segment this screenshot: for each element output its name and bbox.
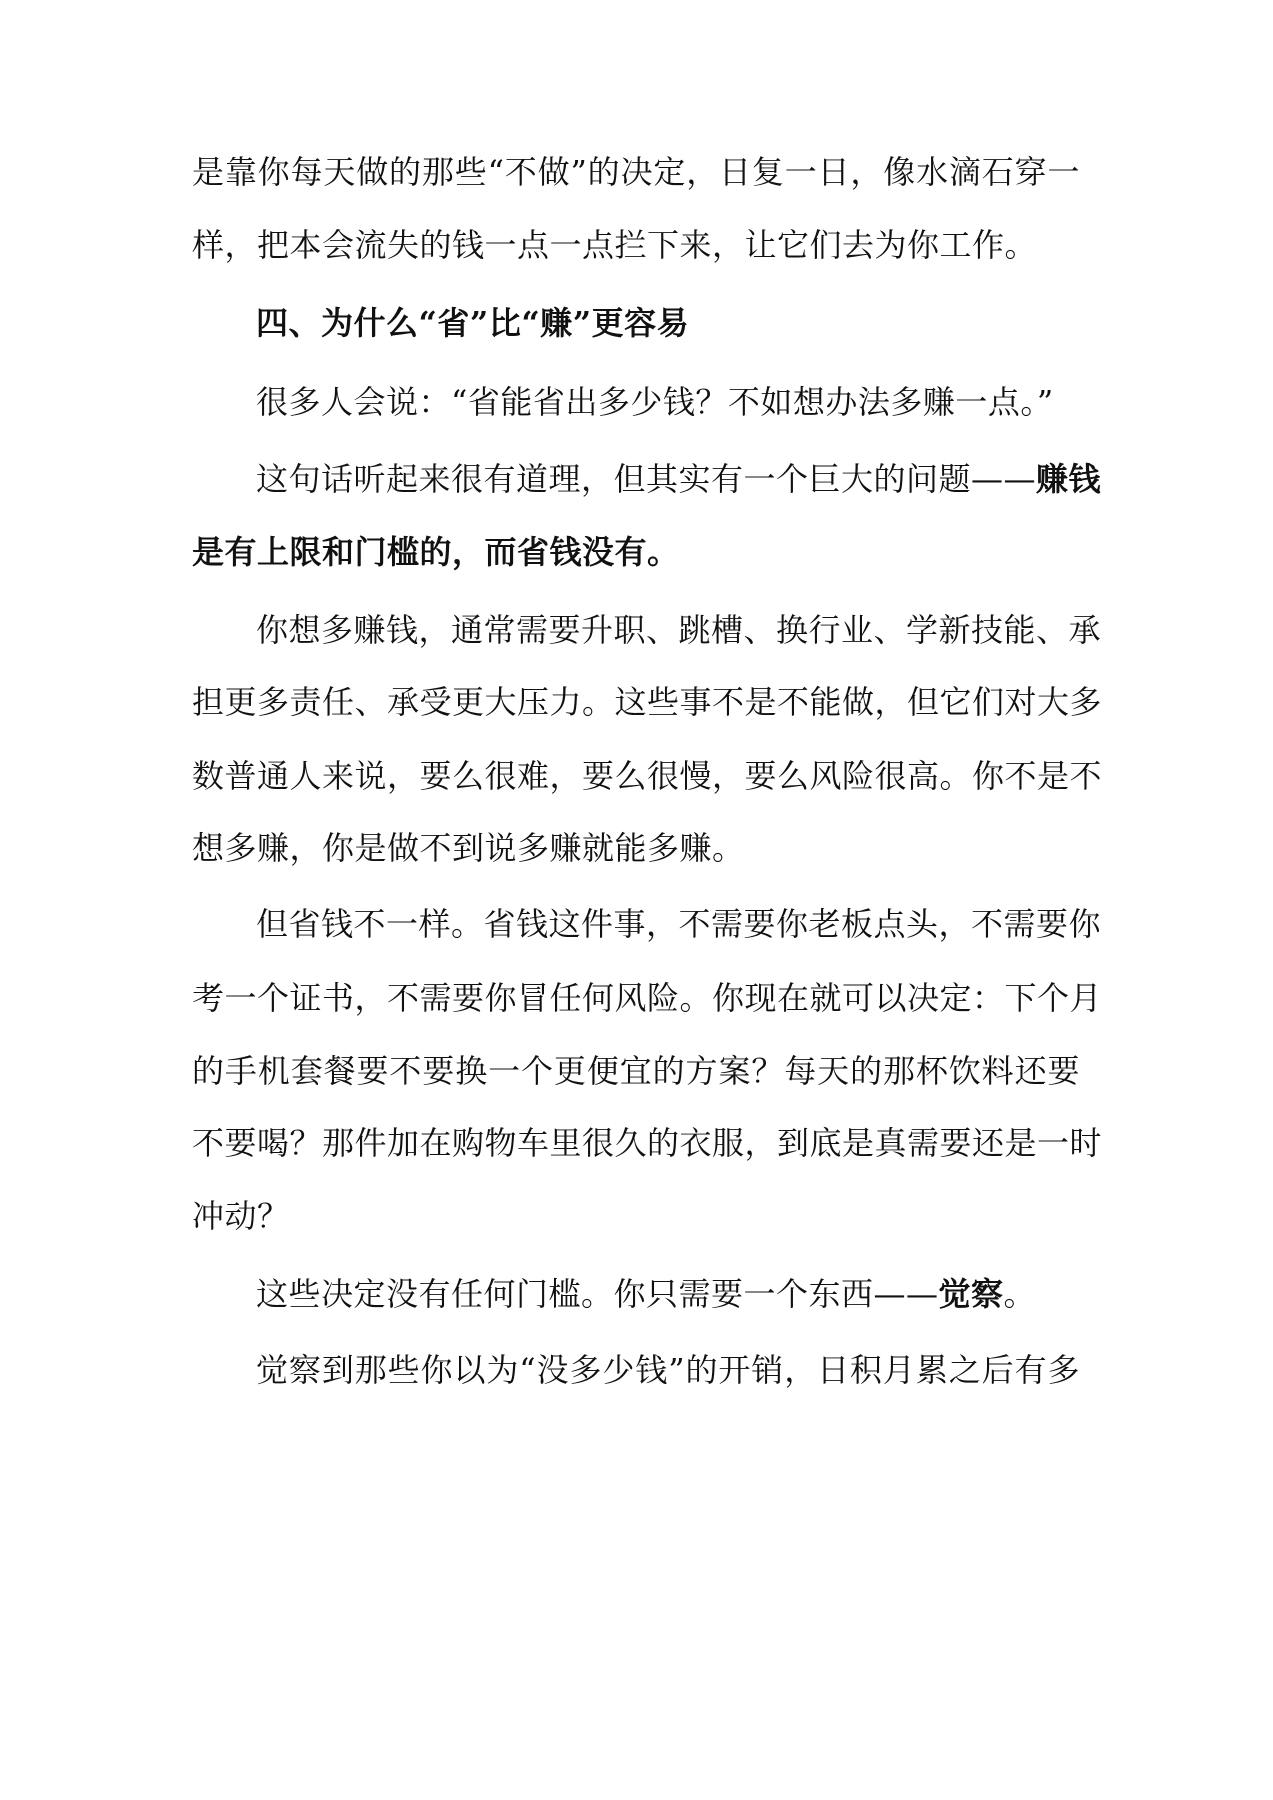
bold-text-span: 觉察 [938, 1275, 1004, 1313]
paragraph-line: 冲动？ [192, 1197, 290, 1235]
paragraph-line: 考一个证书，不需要你冒任何风险。你现在就可以决定：下个月 [192, 979, 1103, 1017]
paragraph-line: 觉察到那些你以为“没多少钱”的开销，日积月累之后有多 [256, 1351, 1080, 1389]
text-span: 。 [1003, 1275, 1037, 1313]
paragraph-line: 担更多责任、承受更大压力。这些事不是不能做，但它们对大多 [192, 683, 1103, 721]
paragraph-line: 想多赚，你是做不到说多赚就能多赚。 [192, 829, 745, 867]
paragraph-line: 是有上限和门槛的，而省钱没有。 [192, 533, 680, 571]
paragraph-line: 样，把本会流失的钱一点一点拦下来，让它们去为你工作。 [192, 226, 1038, 264]
paragraph-line: 但省钱不一样。省钱这件事，不需要你老板点头，不需要你 [256, 905, 1102, 943]
paragraph-line: 的手机套餐要不要换一个更便宜的方案？每天的那杯饮料还要 [192, 1052, 1080, 1090]
text-span: 这些决定没有任何门槛。你只需要一个东西—— [256, 1275, 939, 1313]
section-heading: 四、为什么“省”比“赚”更容易 [256, 304, 690, 342]
paragraph-line [256, 1264, 1080, 1324]
paragraph-line: 是靠你每天做的那些“不做”的决定，日复一日，像水滴石穿一 [192, 153, 1080, 191]
paragraph-line: 很多人会说：“省能省出多少钱？不如想办法多赚一点。” [256, 383, 1054, 421]
paragraph-line [256, 449, 1102, 509]
bold-text-span: 赚钱 [1036, 460, 1102, 498]
paragraph-line: 数普通人来说，要么很难，要么很慢，要么风险很高。你不是不 [192, 757, 1103, 795]
text-span: 这句话听起来很有道理，但其实有一个巨大的问题—— [256, 460, 1037, 498]
paragraph-line: 不要喝？那件加在购物车里很久的衣服，到底是真需要还是一时 [192, 1124, 1103, 1162]
paragraph-line: 你想多赚钱，通常需要升职、跳槽、换行业、学新技能、承 [256, 611, 1102, 649]
